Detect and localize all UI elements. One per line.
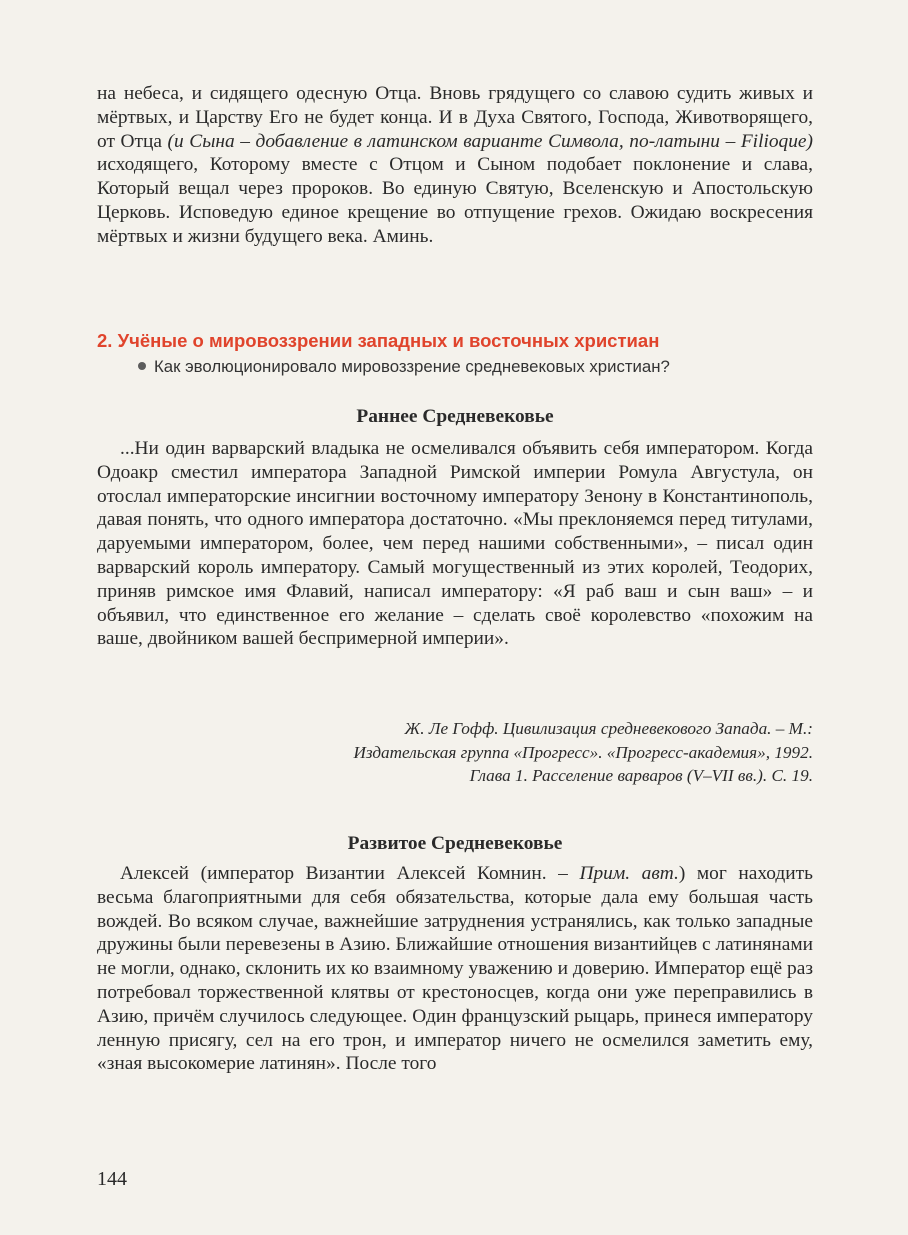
creed-paragraph xyxy=(97,82,813,249)
section-heading: 2. Учёные о мировоззрении западных и восточных христиан xyxy=(97,330,660,351)
creed-text-part2: исходящего, Которому вместе с Отцом и Сыном подобает поклонение и слава, Который вещал через пророков. Во единую Святую, Вселенскую и Апостольскую Церковь. Исповедую единое крещение во отпущение грехов. Ожидаю воскресения мёртвых и жизни будущего века. Аминь. xyxy=(97,154,813,247)
excerpt-text-part1: Алексей (император Византии Алексей Комнин. – xyxy=(120,863,580,884)
excerpt-text-part2: ) мог находить весьма благоприятными для себя обязательства, которые дала ему большая часть вождей. Во всяком случае, важнейшие затруднения устранялись, как только западные дружины были перевезены в Азию. Ближайшие отношения византийцев с латинянами не могли, однако, склонить их ко взаимному уважению и доверию. Император ещё раз потребовал торжественной клятвы от крестоносцев, когда они уже переправились в Азию, причём случилось следующее. Один французский рыцарь, принеся императору ленную присягу, сел на его трон, и император ничего не осмелился заметить ему, «зная высокомерие латинян». После того xyxy=(97,863,814,1075)
citation-line: Глава 1. Расселение варваров (V–VII вв.). С. 19. xyxy=(469,766,813,786)
excerpt-developed-middle-ages xyxy=(97,862,813,1076)
creed-filioque-note: (и Сына – добавление в латинском варианте Символа, по-латыни – Filioque) xyxy=(167,130,813,152)
excerpt-early-middle-ages: ...Ни один варварский владыка не осмеливался объявить себя императором. Когда Одоакр сместил императора Западной Римской империи Ромула Августула, он отослал императорские инсигнии восточному императору Зенону в Константинополь, давая понять, что одного императора достаточно. «Мы преклоняемся перед титулами, даруемыми императором, более, чем перед нашими собственными», – писал один варварский король императору. Самый могущественный из этих королей, Теодорих, приняв римское имя Флавий, написал императору: «Я раб ваш и сын ваш» – и объявил, что единственное его желание – сделать своё королевство «похожим на ваше, двойником вашей беспримерной империи». xyxy=(97,438,813,650)
subheading-developed-middle-ages: Развитое Средневековье xyxy=(347,833,563,854)
citation-line: Ж. Ле Гофф. Цивилизация средневекового Запада. – М.: xyxy=(404,719,813,738)
citation-le-goff xyxy=(97,717,813,788)
subheading-early-middle-ages: Раннее Средневековье xyxy=(356,406,554,427)
guiding-question-text: Как эволюционировало мировоззрение средневековых христиан? xyxy=(154,357,670,376)
creed-text-part1: на небеса, и сидящего одесную Отца. Вновь грядущего со славою судить живых и мёртвых, и Царству Его не будет конца. И в Духа Святого, Господа, Животворящего, от Отца xyxy=(97,83,813,152)
author-note: Прим. авт. xyxy=(579,863,679,884)
citation-line: Издательская группа «Прогресс». «Прогресс-академия», 1992. xyxy=(353,742,813,762)
guiding-question xyxy=(138,357,818,377)
bullet-icon xyxy=(138,362,146,370)
page-number: 144 xyxy=(97,1168,127,1190)
